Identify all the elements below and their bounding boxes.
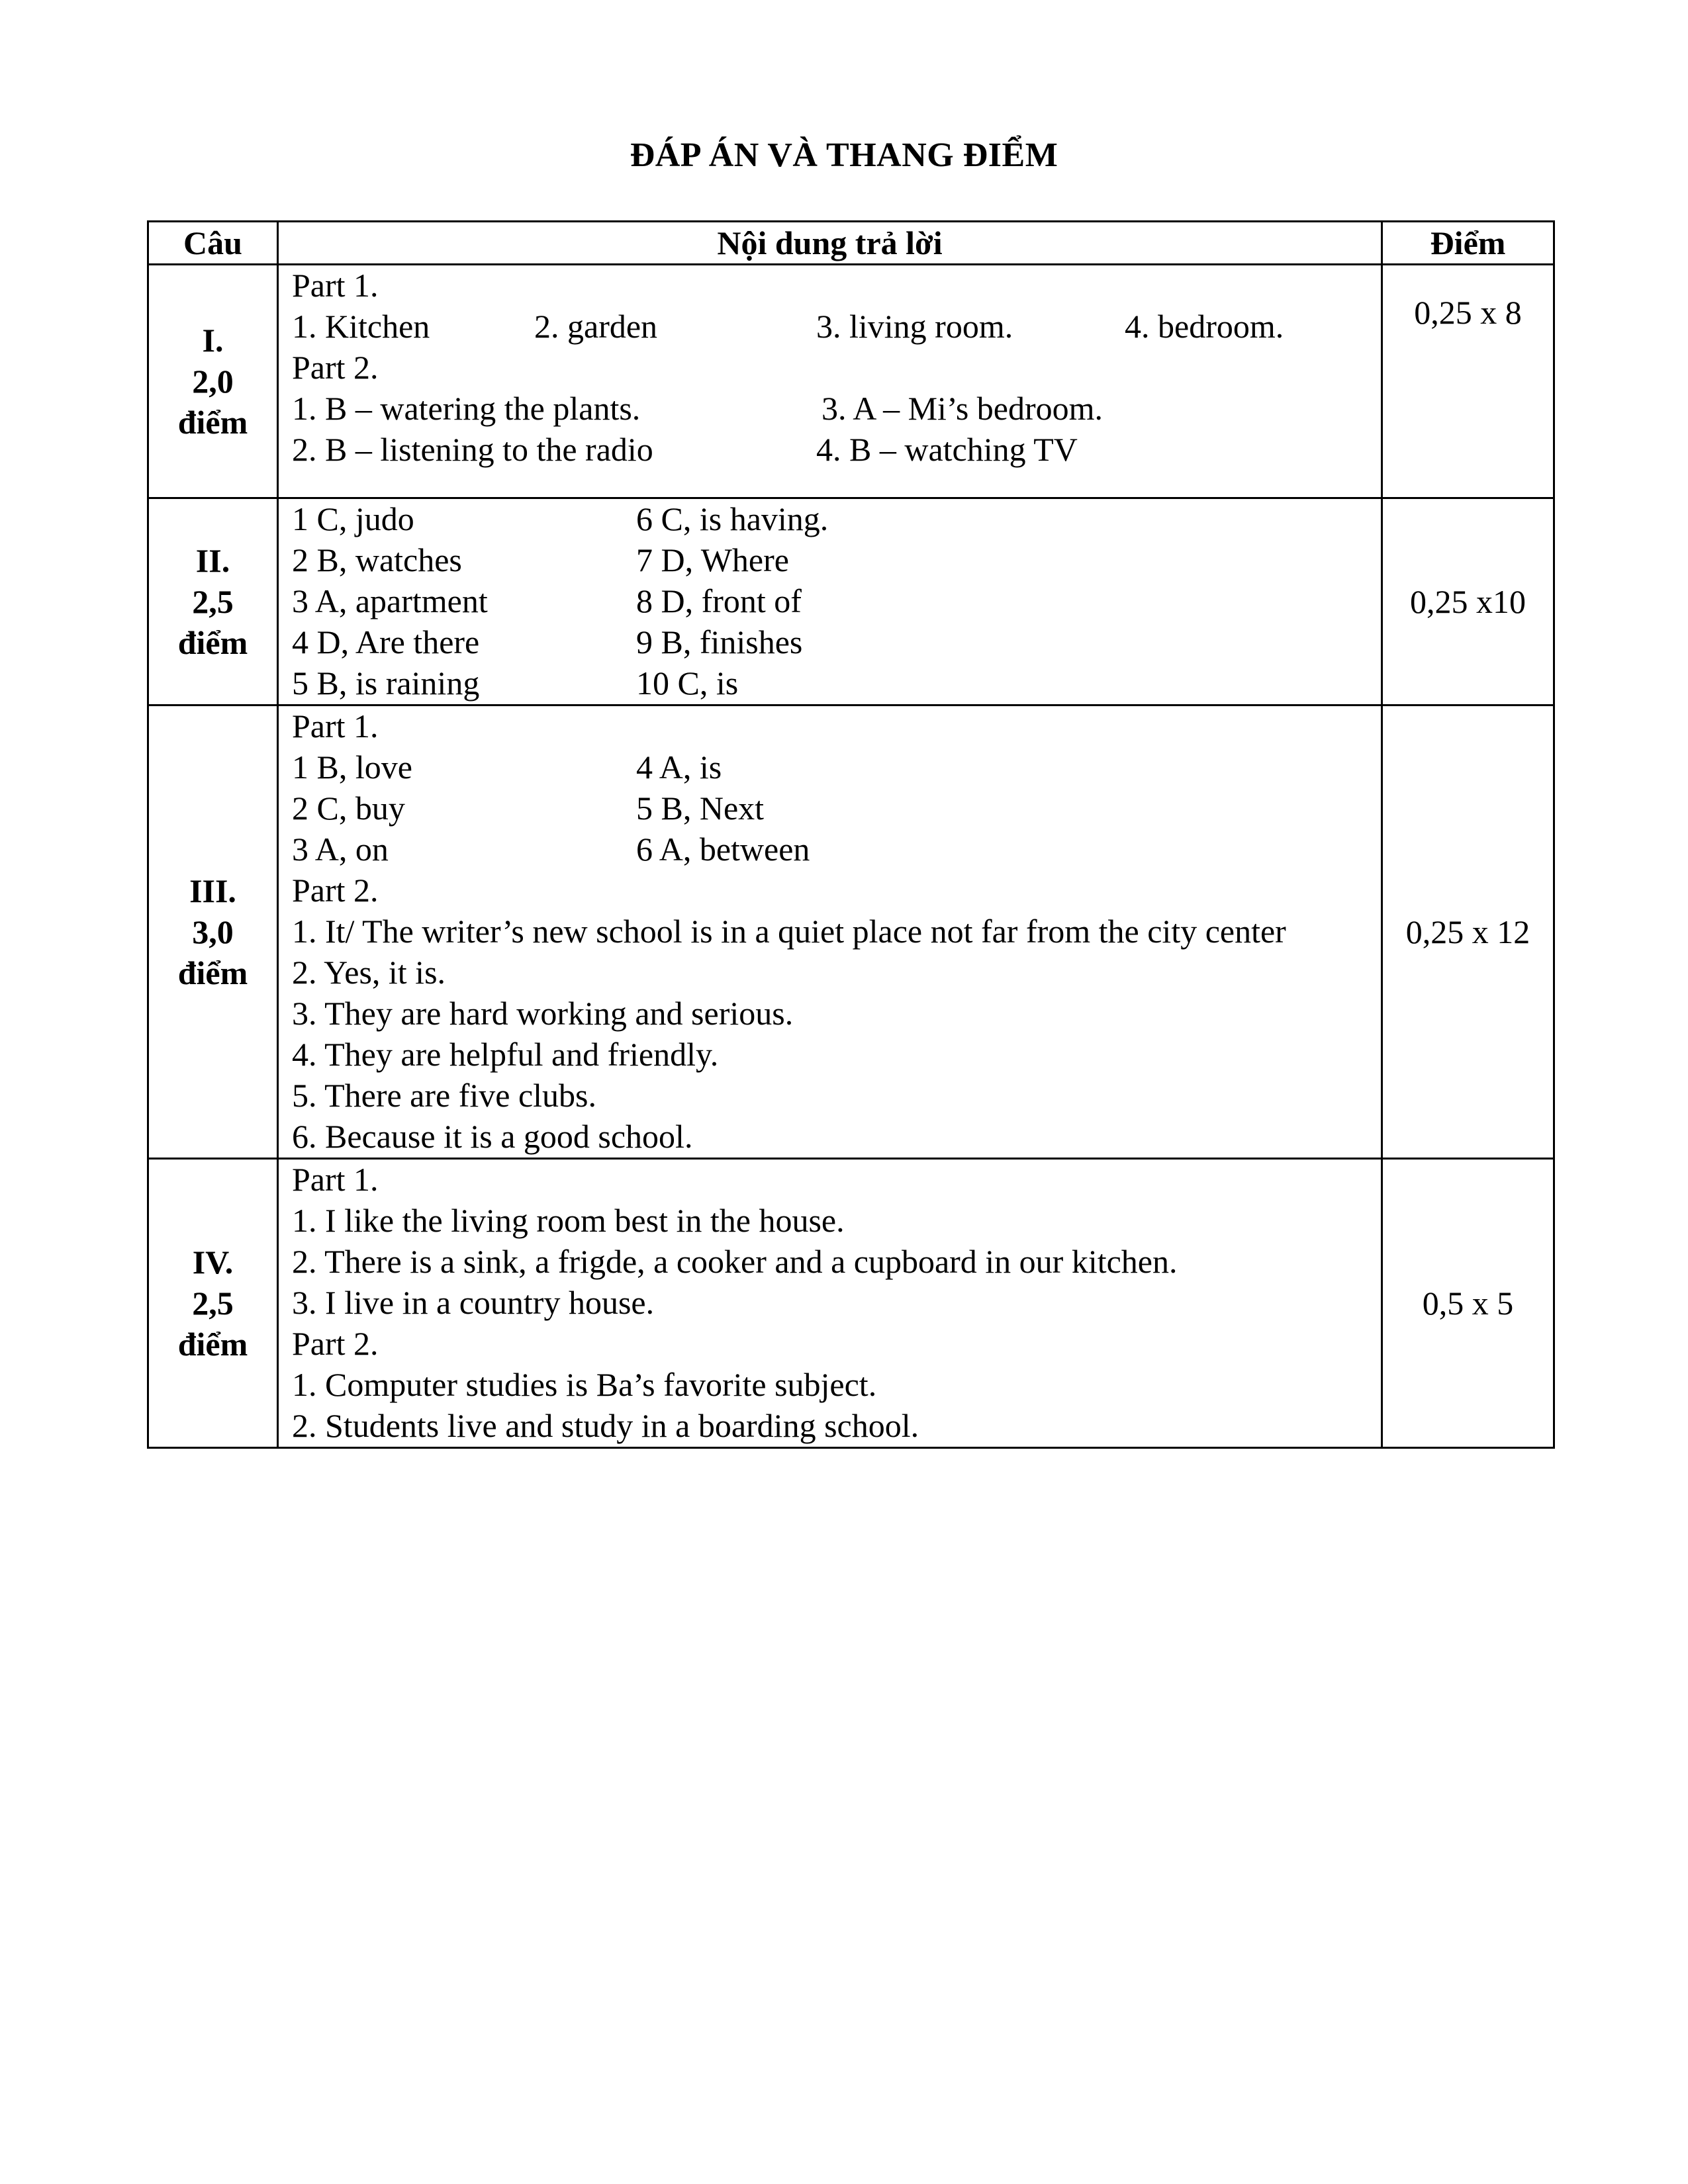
score-cell	[1382, 265, 1554, 498]
answer-item: 6 C, is having.	[636, 500, 829, 537]
table-row	[148, 265, 1554, 498]
score-cell	[1382, 1159, 1554, 1448]
answer-item: 1. B – watering the plants.	[292, 390, 641, 427]
answer-item: 1 B, love	[292, 749, 412, 786]
score-value: 0,25 x10	[1410, 583, 1526, 620]
question-unit: điểm	[177, 404, 248, 441]
question-points: 3,0	[192, 913, 234, 950]
answer-line: 1. I like the living room best in the house.	[292, 1202, 845, 1239]
question-cell	[148, 1159, 278, 1448]
header-score: Điểm	[1382, 222, 1554, 265]
answer-item: 5 B, Next	[636, 790, 765, 827]
answer-line	[292, 747, 1381, 788]
answer-content-cell	[278, 265, 1382, 498]
answer-content-cell	[278, 498, 1382, 705]
answer-line: 2. Yes, it is.	[292, 954, 446, 991]
question-cell	[148, 705, 278, 1159]
part-label: Part 1.	[292, 1161, 379, 1198]
question-points: 2,5	[192, 583, 234, 620]
answer-line: 3. I live in a country house.	[292, 1284, 655, 1321]
answer-item: 4 D, Are there	[292, 623, 480, 660]
answer-content-cell	[278, 1159, 1382, 1448]
answer-line	[292, 788, 1381, 829]
answer-item: 1 C, judo	[292, 500, 414, 537]
answer-item: 1. Kitchen	[292, 308, 430, 345]
answer-line: 1. Computer studies is Ba’s favorite subject.	[292, 1366, 877, 1403]
part-label: Part 2.	[292, 1325, 379, 1362]
answer-item: 6 A, between	[636, 831, 810, 868]
score-value: 0,5 x 5	[1422, 1285, 1514, 1322]
question-numeral: I.	[202, 322, 224, 359]
answer-line: 2. There is a sink, a frigde, a cooker and a cupboard in our kitchen.	[292, 1243, 1178, 1280]
question-points: 2,5	[192, 1285, 234, 1322]
question-unit: điểm	[177, 1326, 248, 1363]
question-cell	[148, 265, 278, 498]
answer-line: 3. They are hard working and serious.	[292, 995, 794, 1032]
answer-item: 4 A, is	[636, 749, 722, 786]
answer-line	[292, 430, 1381, 471]
answer-item: 3 A, on	[292, 831, 389, 868]
question-cell	[148, 498, 278, 705]
answer-line	[292, 663, 1381, 704]
header-cau: Câu	[148, 222, 278, 265]
answer-content-cell	[278, 705, 1382, 1159]
answer-line: 1. It/ The writer’s new school is in a quiet place not far from the city center	[292, 913, 1286, 950]
answer-item: 2 B, watches	[292, 541, 462, 578]
answer-item: 3. A – Mi’s bedroom.	[821, 390, 1103, 427]
answer-item: 8 D, front of	[636, 582, 802, 619]
answer-line	[292, 540, 1381, 581]
question-numeral: III.	[189, 872, 236, 909]
answer-table	[147, 220, 1555, 1449]
question-unit: điểm	[177, 954, 248, 991]
answer-item: 2 C, buy	[292, 790, 405, 827]
answer-line: 4. They are helpful and friendly.	[292, 1036, 719, 1073]
header-content: Nội dung trả lời	[278, 222, 1382, 265]
answer-line: 2. Students live and study in a boarding school.	[292, 1407, 919, 1444]
answer-line: 6. Because it is a good school.	[292, 1118, 693, 1155]
part-label: Part 2.	[292, 349, 379, 386]
answer-line	[292, 499, 1381, 540]
answer-line	[292, 581, 1381, 622]
answer-item: 3. living room.	[816, 308, 1013, 345]
score-cell	[1382, 498, 1554, 705]
part-label: Part 1.	[292, 267, 379, 304]
answer-line	[292, 306, 1381, 347]
table-header-row	[148, 222, 1554, 265]
answer-item: 4. B – watching TV	[816, 431, 1078, 468]
question-points: 2,0	[192, 363, 234, 400]
page-title: ĐÁP ÁN VÀ THANG ĐIỂM	[630, 136, 1058, 174]
answer-line	[292, 388, 1381, 430]
answer-item: 10 C, is	[636, 664, 739, 702]
answer-line	[292, 829, 1381, 870]
part-label: Part 2.	[292, 872, 379, 909]
question-numeral: II.	[195, 542, 230, 579]
answer-item: 2. garden	[534, 308, 658, 345]
part-label: Part 1.	[292, 707, 379, 745]
question-numeral: IV.	[192, 1244, 234, 1281]
score-value: 0,25 x 8	[1414, 294, 1522, 331]
table-row	[148, 1159, 1554, 1448]
table-row	[148, 498, 1554, 705]
answer-item: 7 D, Where	[636, 541, 789, 578]
answer-line: 5. There are five clubs.	[292, 1077, 596, 1114]
answer-item: 2. B – listening to the radio	[292, 431, 653, 468]
answer-item: 3 A, apartment	[292, 582, 488, 619]
score-value: 0,25 x 12	[1405, 913, 1530, 950]
answer-item: 4. bedroom.	[1125, 308, 1284, 345]
question-unit: điểm	[177, 624, 248, 661]
answer-item: 5 B, is raining	[292, 664, 480, 702]
answer-line	[292, 622, 1381, 663]
answer-item: 9 B, finishes	[636, 623, 803, 660]
table-row	[148, 705, 1554, 1159]
score-cell	[1382, 705, 1554, 1159]
